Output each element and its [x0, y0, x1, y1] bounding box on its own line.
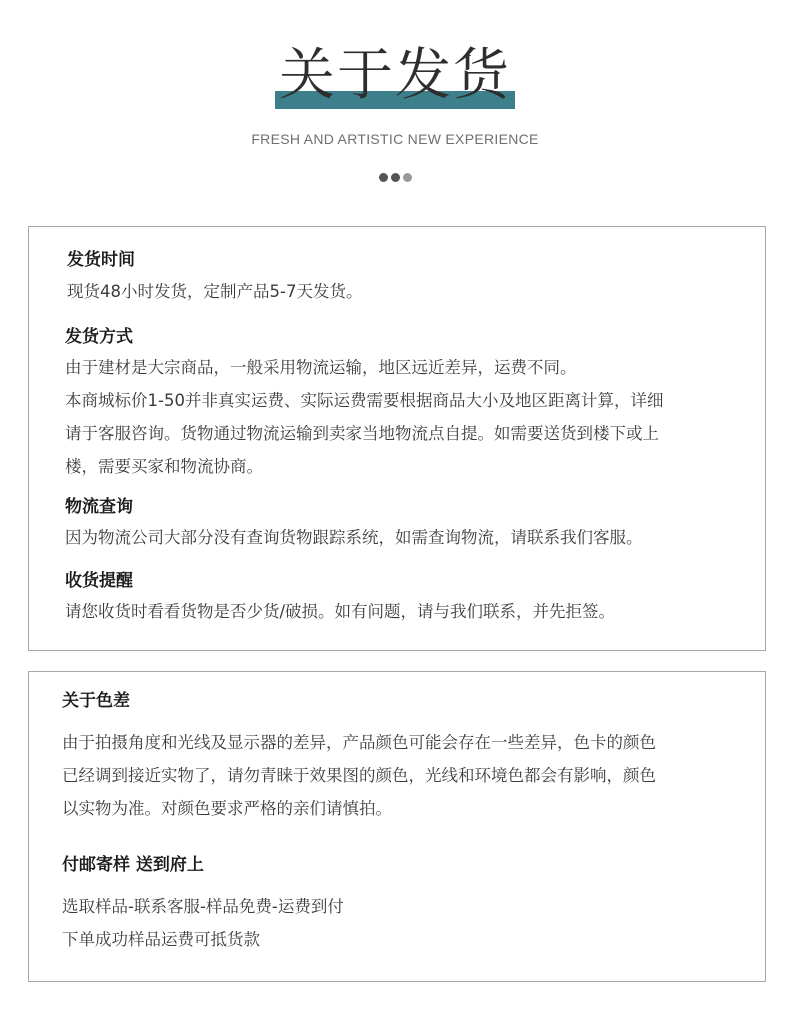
color-sample-box: [28, 671, 766, 982]
section-line: 请于客服咨询。货物通过物流运输到卖家当地物流点自提。如需要送货到楼下或上: [65, 424, 659, 443]
section-heading: 关于色差: [62, 691, 130, 711]
dot-icon: [391, 173, 400, 182]
section-heading: 发货方式: [65, 327, 133, 347]
section-line: 下单成功样品运费可抵货款: [62, 930, 260, 949]
shipping-method-section: [65, 324, 745, 483]
sample-mailing-section: [62, 852, 742, 956]
shipping-time-section: [67, 247, 747, 308]
section-line: 因为物流公司大部分没有查询货物跟踪系统，如需查询物流，请联系我们客服。: [65, 528, 643, 547]
section-line: 楼，需要买家和物流协商。: [65, 457, 263, 476]
section-heading: 物流查询: [65, 497, 133, 517]
section-line: 已经调到接近实物了，请勿青睐于效果图的颜色，光线和环境色都会有影响，颜色: [62, 766, 656, 785]
receipt-reminder-section: [65, 568, 745, 628]
section-line: 由于拍摄角度和光线及显示器的差异，产品颜色可能会存在一些差异，色卡的颜色: [62, 733, 656, 752]
section-line: 请您收货时看看货物是否少货/破损。如有问题，请与我们联系，并先拒签。: [65, 602, 616, 621]
page-subtitle: FRESH AND ARTISTIC NEW EXPERIENCE: [251, 131, 539, 147]
dot-icon: [379, 173, 388, 182]
decorative-dots: [0, 173, 790, 182]
color-difference-section: [62, 688, 742, 825]
section-line: 选取样品-联系客服-样品免费-运费到付: [62, 897, 344, 916]
page-title: 关于发货: [279, 43, 511, 108]
section-heading: 付邮寄样 送到府上: [62, 855, 204, 875]
shipping-info-box: [28, 226, 766, 651]
section-heading: 发货时间: [67, 250, 135, 270]
section-heading: 收货提醒: [65, 571, 133, 591]
logistics-query-section: [65, 494, 745, 554]
dot-icon: [403, 173, 412, 182]
page-header: [0, 0, 790, 200]
section-line: 以实物为准。对颜色要求严格的亲们请慎拍。: [62, 799, 392, 818]
section-line: 由于建材是大宗商品，一般采用物流运输，地区远近差异，运费不同。: [65, 358, 577, 377]
title-wrap: [0, 38, 790, 118]
section-line: 现货48小时发货，定制产品5-7天发货。: [67, 282, 363, 301]
title-box: [275, 38, 515, 118]
section-line: 本商城标价1-50并非真实运费、实际运费需要根据商品大小及地区距离计算，详细: [65, 391, 664, 410]
